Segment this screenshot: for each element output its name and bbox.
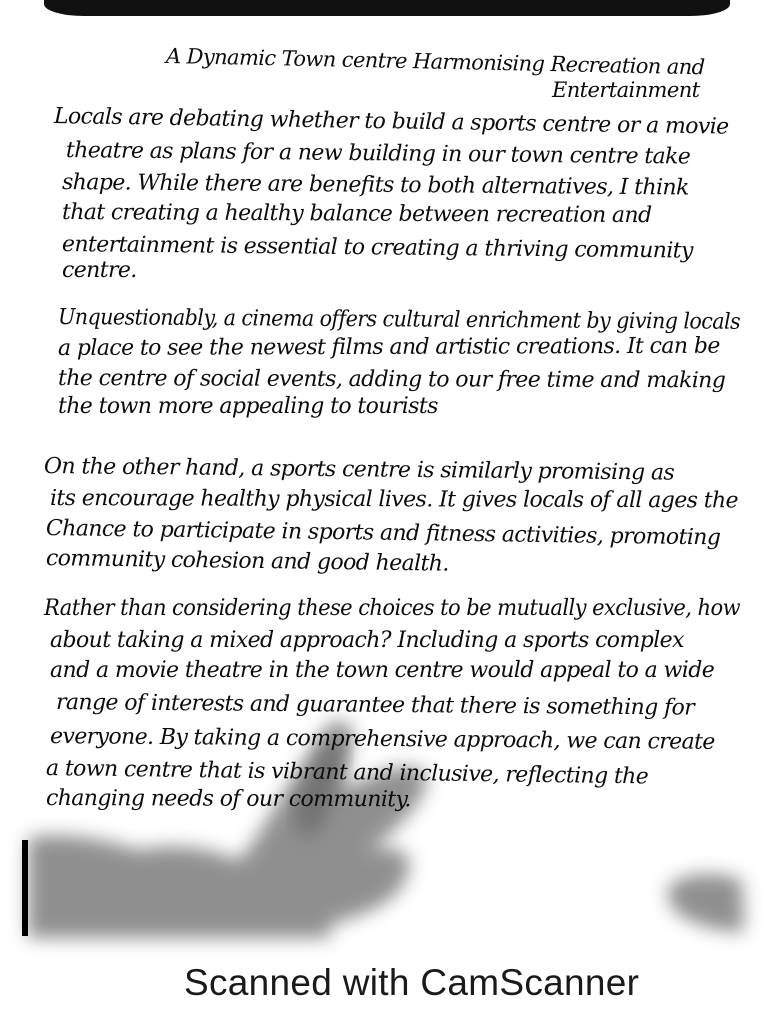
paragraph-2-line-3: the centre of social events, adding to our free time and making (57, 366, 726, 394)
paragraph-2-line-2: a place to see the newest films and artistic creations. It can be (57, 333, 720, 361)
paragraph-1-line-5: entertainment is essential to creating a thriving community (61, 232, 693, 264)
paragraph-3-line-1: On the other hand, a sports centre is similarly promising as (43, 454, 675, 486)
paragraph-1-line-3: shape. While there are benefits to both alternatives, I think (61, 170, 689, 201)
paragraph-4-line-6: a town centre that is vibrant and inclusive, reflecting the (45, 756, 649, 790)
scan-left-edge (22, 840, 28, 936)
paragraph-1-line-2: theatre as plans for a new building in our town centre take (65, 138, 691, 170)
paragraph-4-line-4: range of interests and guarantee that there is something for (55, 690, 695, 721)
paragraph-4-line-1: Rather than considering these choices to be mutually exclusive, how (44, 596, 741, 621)
paragraph-3-line-2: its encourage healthy physical lives. It gives locals of all ages the (49, 486, 739, 514)
paragraph-4-line-2: about taking a mixed approach? Including a sports complex (50, 628, 684, 653)
paragraph-4-line-7: changing needs of our community. (45, 786, 411, 813)
paragraph-3-line-3: Chance to participate in sports and fitness activities, promoting (45, 516, 721, 551)
paragraph-4-line-3: and a movie theatre in the town centre would appeal to a wide (50, 658, 715, 683)
paragraph-2-line-4: the town more appealing to tourists (58, 394, 438, 419)
paragraph-1-line-6: centre. (62, 258, 137, 283)
essay-title-line-1: A Dynamic Town centre Harmonising Recreation and (165, 44, 705, 80)
paragraph-3-line-4: community cohesion and good health. (45, 546, 449, 577)
camscanner-watermark: Scanned with CamScanner (184, 962, 640, 1003)
paragraph-1-line-1: Locals are debating whether to build a sports centre or a movie (53, 104, 729, 140)
essay-title-line-2: Entertainment (552, 78, 700, 102)
paragraph-2-line-1: Unquestionably, a cinema offers cultural enrichment by giving locals (57, 305, 741, 335)
paragraph-4-line-5: everyone. By taking a comprehensive approach, we can create (49, 724, 715, 755)
paragraph-1-line-4: that creating a healthy balance between recreation and (61, 200, 652, 229)
